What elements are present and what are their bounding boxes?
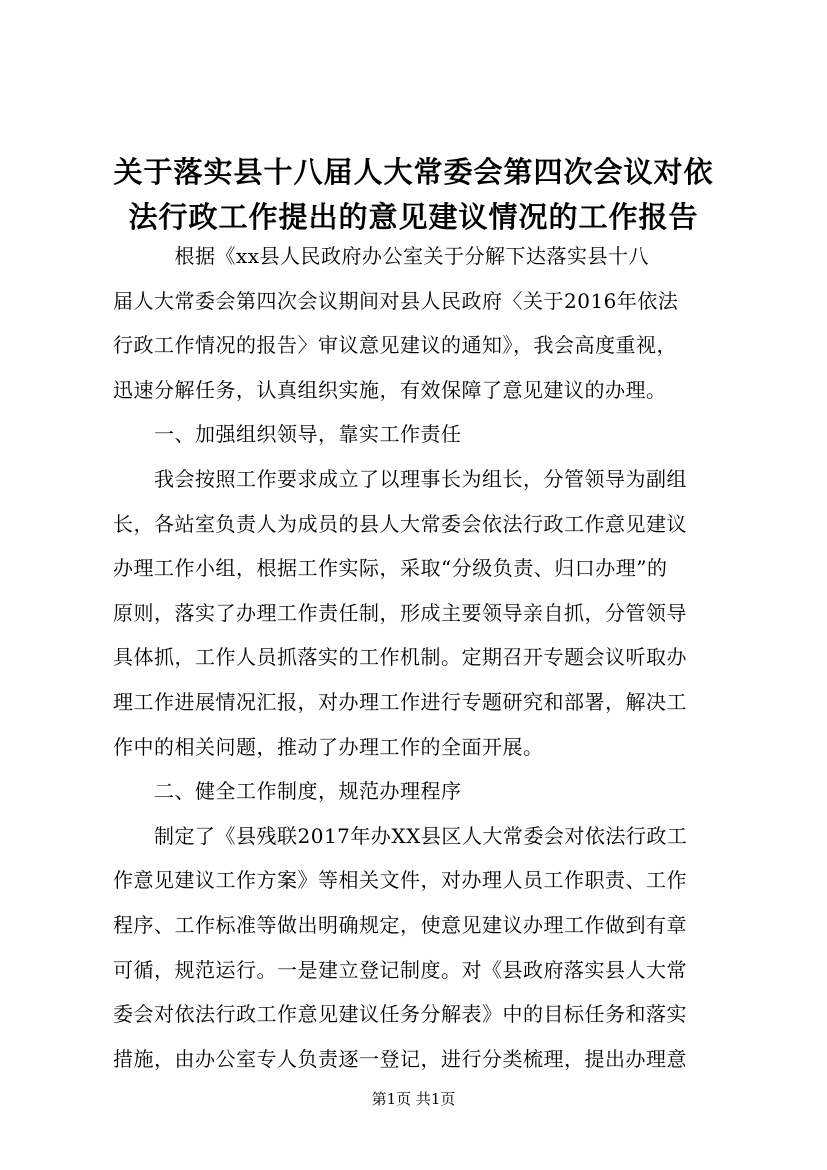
body-line: 迅速分解任务，认真组织实施，有效保障了意见建议的办理。 — [113, 378, 667, 402]
body-line: 二、健全工作制度，规范办理程序 — [113, 779, 462, 803]
document-title-line-2: 法行政工作提出的意见建议情况的工作报告 — [128, 200, 699, 234]
body-line: 程序、工作标准等做出明确规定，使意见建议办理工作做到有章 — [113, 913, 687, 937]
body-line: 我会按照工作要求成立了以理事长为组长，分管领导为副组 — [113, 467, 687, 491]
body-line: 原则，落实了办理工作责任制，形成主要领导亲自抓，分管领导 — [113, 601, 687, 625]
body-line: 制定了《县残联2017年办XX县区人大常委会对依法行政工 — [113, 824, 688, 848]
body-line: 作中的相关问题，推动了办理工作的全面开展。 — [113, 735, 544, 759]
body-line: 理工作进展情况汇报，对办理工作进行专题研究和部署，解决工 — [113, 690, 687, 714]
body-line: 办理工作小组，根据工作实际，采取“分级负责、归口办理”的 — [113, 556, 668, 580]
body-line: 行政工作情况的报告〉审议意见建议的通知》，我会高度重视， — [113, 333, 677, 357]
body-line: 作意见建议工作方案》等相关文件，对办理人员工作职责、工作 — [113, 868, 687, 892]
body-line: 根据《xx县人民政府办公室关于分解下达落实县十八 — [113, 244, 650, 268]
body-line: 措施，由办公室专人负责逐一登记，进行分类梳理，提出办理意 — [113, 1047, 687, 1071]
body-line: 届人大常委会第四次会议期间对县人民政府〈关于2016年依法 — [113, 289, 679, 313]
body-line: 可循，规范运行。一是建立登记制度。对《县政府落实县人大常 — [113, 958, 687, 982]
body-line: 委会对依法行政工作意见建议任务分解表》中的目标任务和落实 — [113, 1002, 687, 1026]
body-line: 具体抓，工作人员抓落实的工作机制。定期召开专题会议听取办 — [113, 645, 687, 669]
document-title-line-1: 关于落实县十八届人大常委会第四次会议对依 — [113, 155, 714, 189]
page-footer: 第1页 共1页 — [371, 1090, 456, 1108]
body-line: 长，各站室负责人为成员的县人大常委会依法行政工作意见建议 — [113, 512, 687, 536]
body-line: 一、加强组织领导，靠实工作责任 — [113, 422, 462, 446]
